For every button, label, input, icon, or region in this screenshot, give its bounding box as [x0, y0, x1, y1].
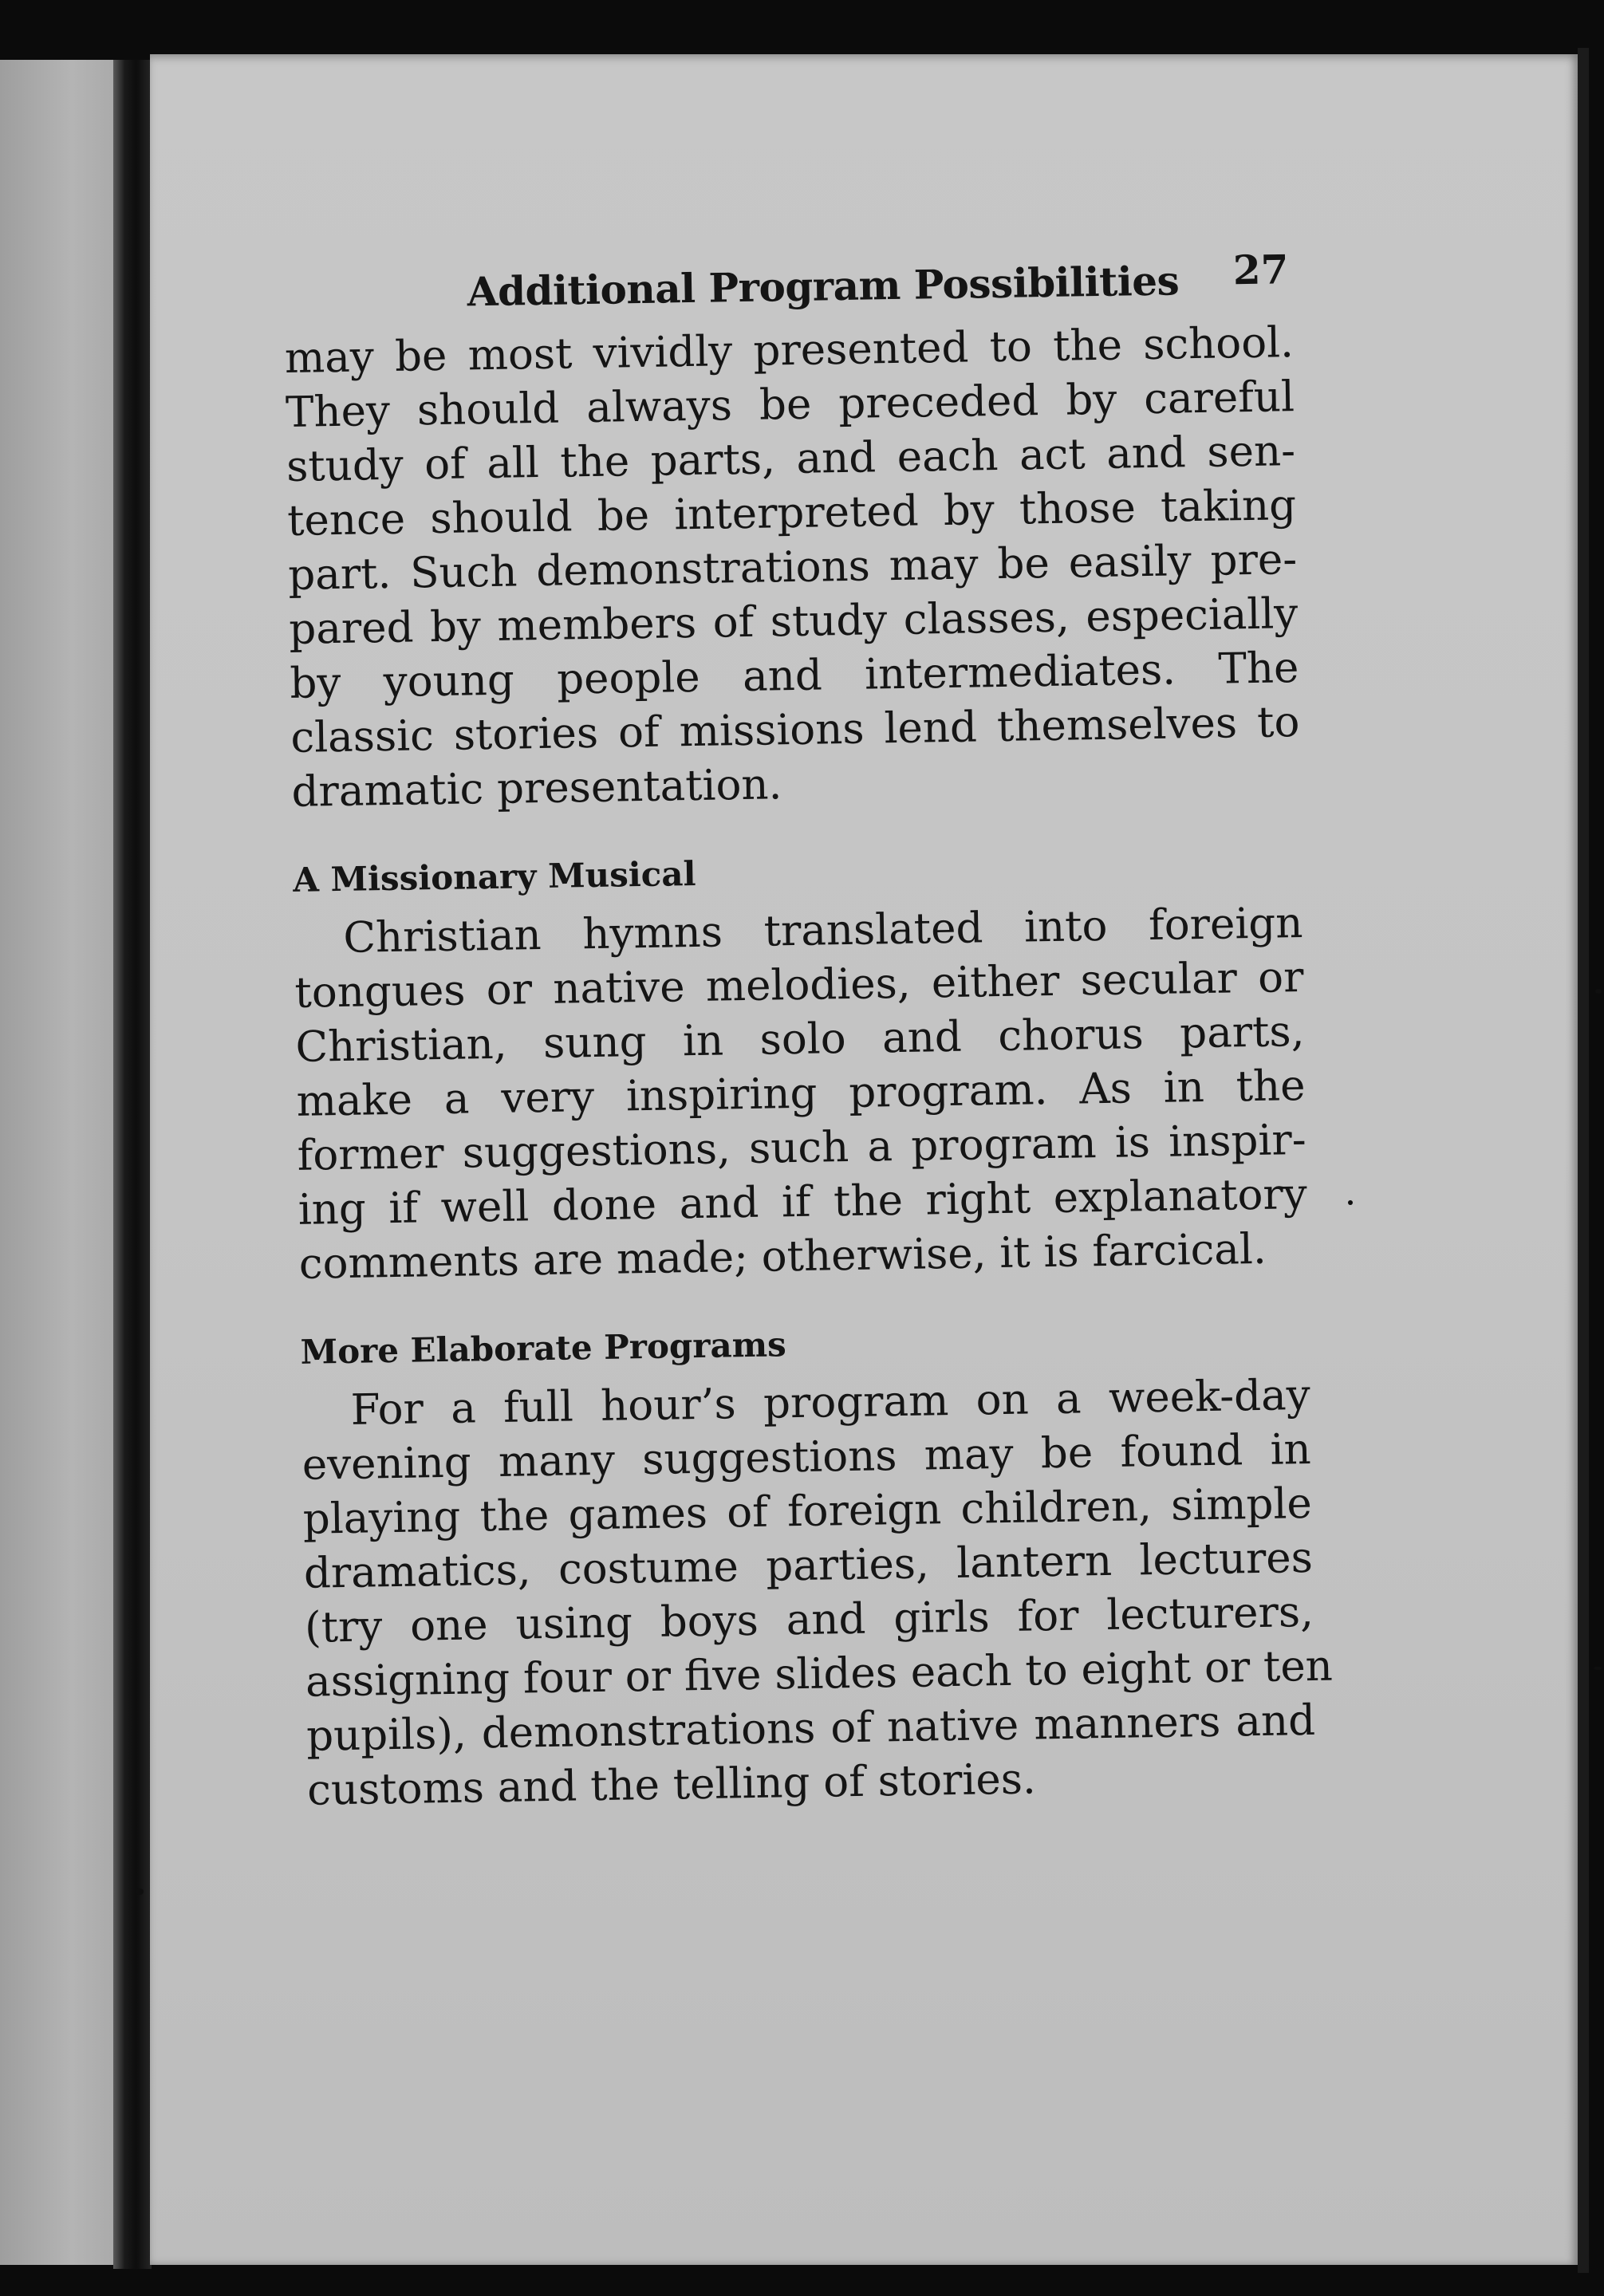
elaborate-paragraph — [301, 1369, 1334, 1818]
running-head-title: Additional Program Possibilities — [467, 257, 1180, 316]
text-line: by young people and intermediates. The — [289, 644, 1299, 708]
text-line: pupils), demonstrations of native manners and — [305, 1695, 1316, 1761]
text-line: dramatics, costume parties, lantern lectures — [303, 1533, 1314, 1598]
text-line: They should always be preceded by careful — [285, 372, 1295, 437]
section-heading: More Elaborate Programs — [300, 1325, 787, 1372]
text-line: (try one using boys and girls for lecturers, — [304, 1587, 1314, 1652]
text-line: make a very inspiring program. As in the — [296, 1061, 1306, 1126]
dust-speck — [1348, 1200, 1353, 1205]
text-line: may be most vividly presented to the school. — [284, 318, 1295, 383]
running-head — [283, 239, 1293, 327]
text-line: assigning four or five slides each to eight or ten — [305, 1641, 1334, 1707]
text-line: pared by members of study classes, especially — [288, 589, 1299, 654]
text-line: tence should be interpreted by those taking — [286, 481, 1297, 545]
text-line: part. Such demonstrations may be easily pre- — [287, 535, 1298, 600]
book-gutter — [113, 60, 152, 2269]
page-number: 27 — [1232, 246, 1289, 294]
musical-paragraph — [294, 896, 1308, 1292]
facing-page-edge — [0, 60, 120, 2265]
dust-speck — [136, 1888, 144, 1895]
dust-speck — [1595, 989, 1602, 994]
text-line: classic stories of missions lend themselves to — [290, 698, 1300, 762]
text-line: former suggestions, such a program is inspir- — [297, 1115, 1307, 1180]
page-right-edge — [1578, 48, 1589, 2273]
page-text — [283, 239, 1334, 1818]
dust-speck — [1594, 1667, 1602, 1670]
text-line: tongues or native melodies, either secular or — [294, 953, 1304, 1018]
section-heading: A Missionary Musical — [292, 853, 696, 900]
text-line: study of all the parts, and each act and sen- — [286, 427, 1296, 491]
text-line: Christian hymns translated into foreign — [342, 899, 1303, 963]
text-line: customs and the telling of stories. — [306, 1754, 1037, 1815]
text-line: comments are made; otherwise, it is farcical. — [298, 1224, 1267, 1289]
text-line: Christian, sung in solo and chorus parts, — [295, 1007, 1305, 1072]
text-line: evening many suggestions may be found in — [301, 1424, 1312, 1490]
intro-paragraph — [285, 316, 1301, 820]
text-line: dramatic presentation. — [291, 760, 782, 817]
text-line: For a full hour’s program on a week-day — [350, 1370, 1311, 1435]
text-line: ing if well done and if the right explanatory — [298, 1169, 1308, 1235]
text-line: playing the games of foreign children, simple — [302, 1479, 1313, 1544]
